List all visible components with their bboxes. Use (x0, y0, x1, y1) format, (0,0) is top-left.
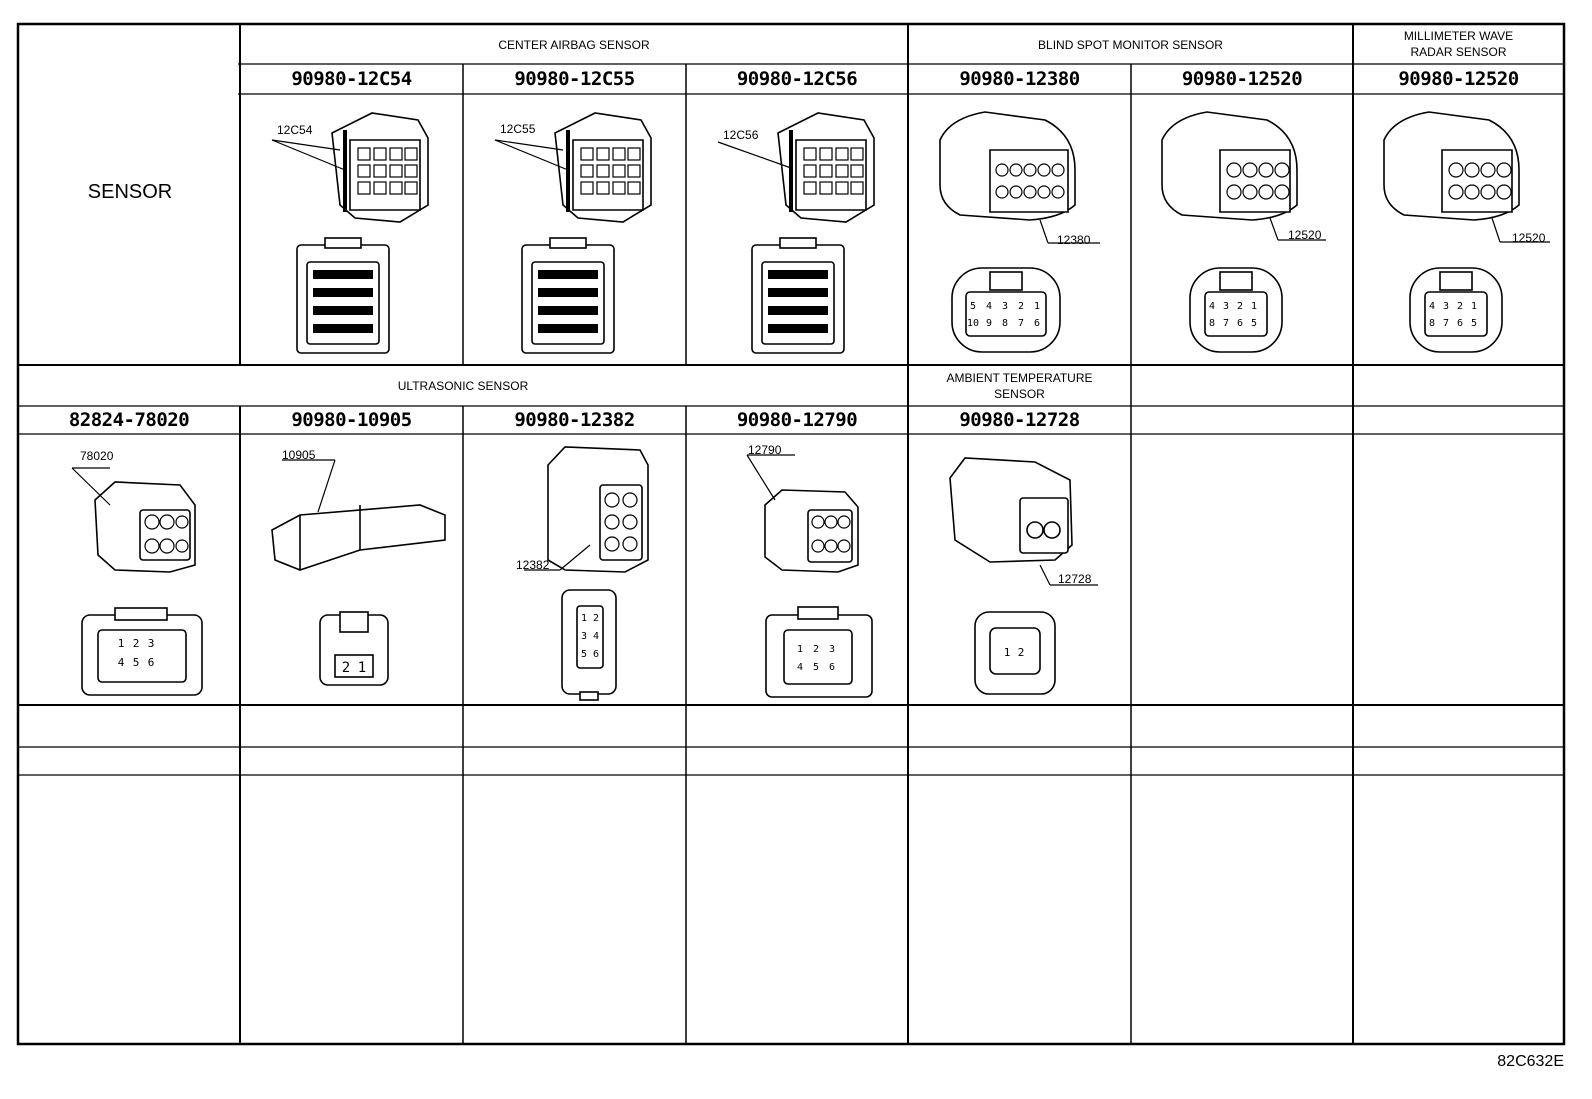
pin-number: 5 (1250, 318, 1258, 329)
pin-number: 1 (1003, 646, 1011, 659)
pin-number: 6 (828, 662, 836, 673)
pin-number: 6 (147, 656, 155, 669)
part-number: 82824-78020 (68, 409, 190, 431)
callout-label: 78020 (80, 449, 114, 463)
group-center-airbag: CENTER AIRBAG SENSOR (498, 38, 650, 52)
group-mmwave-line2: RADAR SENSOR (1410, 45, 1507, 59)
pin-number: 8 (1001, 318, 1009, 329)
pin-number: 3 (147, 637, 155, 650)
pin-number: 5 (132, 656, 140, 669)
callout-label: 12790 (748, 443, 782, 457)
pin-number: 4 (1428, 301, 1436, 312)
group-ambient-line2: SENSOR (994, 387, 1045, 401)
pin-number: 2 (592, 613, 600, 624)
pin-number: 4 (796, 662, 804, 673)
pin-number: 4 (592, 631, 600, 642)
callout-label: 12C54 (277, 123, 313, 137)
part-number: 90980-12C54 (291, 68, 412, 90)
group-mmwave-line1: MILLIMETER WAVE (1403, 29, 1514, 43)
pin-number: 3 (828, 644, 836, 655)
pin-number: 2 (1017, 646, 1025, 659)
group-blind-spot: BLIND SPOT MONITOR SENSOR (1038, 38, 1223, 52)
pin-number: 2 (1456, 301, 1464, 312)
pin-number: 2 (812, 644, 820, 655)
pin-number: 2 (132, 637, 140, 650)
pin-number: 3 (580, 631, 588, 642)
part-number: 90980-12C55 (514, 68, 635, 90)
pin-number: 2 (1017, 301, 1025, 312)
callout-label: 10905 (282, 448, 316, 462)
row-label: SENSOR (87, 181, 173, 203)
pin-number: 1 (1470, 301, 1478, 312)
callout-label: 12C56 (723, 128, 759, 142)
callout-label: 12728 (1058, 572, 1092, 586)
pin-number: 8 (1208, 318, 1216, 329)
pin-number: 3 (1001, 301, 1009, 312)
pin-number: 1 (796, 644, 804, 655)
pin-number: 5 (1470, 318, 1478, 329)
pin-number: 7 (1442, 318, 1450, 329)
pin-number: 5 (812, 662, 820, 673)
pin-number: 3 (1442, 301, 1450, 312)
pin-number: 5 (580, 649, 588, 660)
pin-number: 1 (117, 637, 125, 650)
pin-number: 1 (357, 660, 367, 676)
pin-number: 1 (580, 613, 588, 624)
pin-number: 4 (1208, 301, 1216, 312)
drawing-code: 82C632E (1497, 1053, 1564, 1070)
pin-number: 6 (1033, 318, 1041, 329)
pin-number: 2 (1236, 301, 1244, 312)
part-number: 90980-12380 (959, 68, 1080, 90)
callout-label: 12520 (1512, 231, 1546, 245)
airbag-connector-12c56 (718, 113, 874, 353)
airbag-connector-12c54 (272, 113, 428, 353)
ultrasonic-connector-12382 (524, 447, 648, 700)
part-number: 90980-12520 (1398, 68, 1519, 90)
pin-number: 4 (985, 301, 993, 312)
callout-label: 12380 (1057, 233, 1091, 247)
part-number: 90980-12520 (1181, 68, 1303, 90)
pin-number: 8 (1428, 318, 1436, 329)
airbag-connector-12c55 (495, 113, 651, 353)
pin-number: 10 (966, 318, 980, 329)
part-number: 90980-12C56 (736, 68, 858, 90)
pin-number: 7 (1222, 318, 1230, 329)
ultrasonic-connector-10905 (272, 460, 445, 685)
callout-label: 12C55 (500, 122, 536, 136)
bsm-connector-12380 (940, 112, 1100, 352)
pin-number: 1 (1250, 301, 1258, 312)
pin-number: 2 (341, 660, 351, 676)
pin-number: 6 (1236, 318, 1244, 329)
pin-number: 4 (117, 656, 125, 669)
part-number: 90980-10905 (291, 409, 412, 431)
group-ambient-line1: AMBIENT TEMPERATURE (946, 371, 1093, 385)
part-number: 90980-12790 (736, 409, 858, 431)
callout-label: 12520 (1288, 228, 1322, 242)
pin-number: 6 (592, 649, 600, 660)
part-number: 90980-12728 (959, 409, 1080, 431)
pin-number: 6 (1456, 318, 1464, 329)
pin-number: 7 (1017, 318, 1025, 329)
group-ultrasonic: ULTRASONIC SENSOR (397, 379, 529, 393)
ultrasonic-connector-12790 (747, 455, 872, 697)
part-number: 90980-12382 (514, 409, 635, 431)
pin-number: 5 (969, 301, 977, 312)
pin-number: 3 (1222, 301, 1230, 312)
callout-label: 12382 (516, 558, 550, 572)
pin-number: 1 (1033, 301, 1041, 312)
pin-number: 9 (985, 318, 993, 329)
